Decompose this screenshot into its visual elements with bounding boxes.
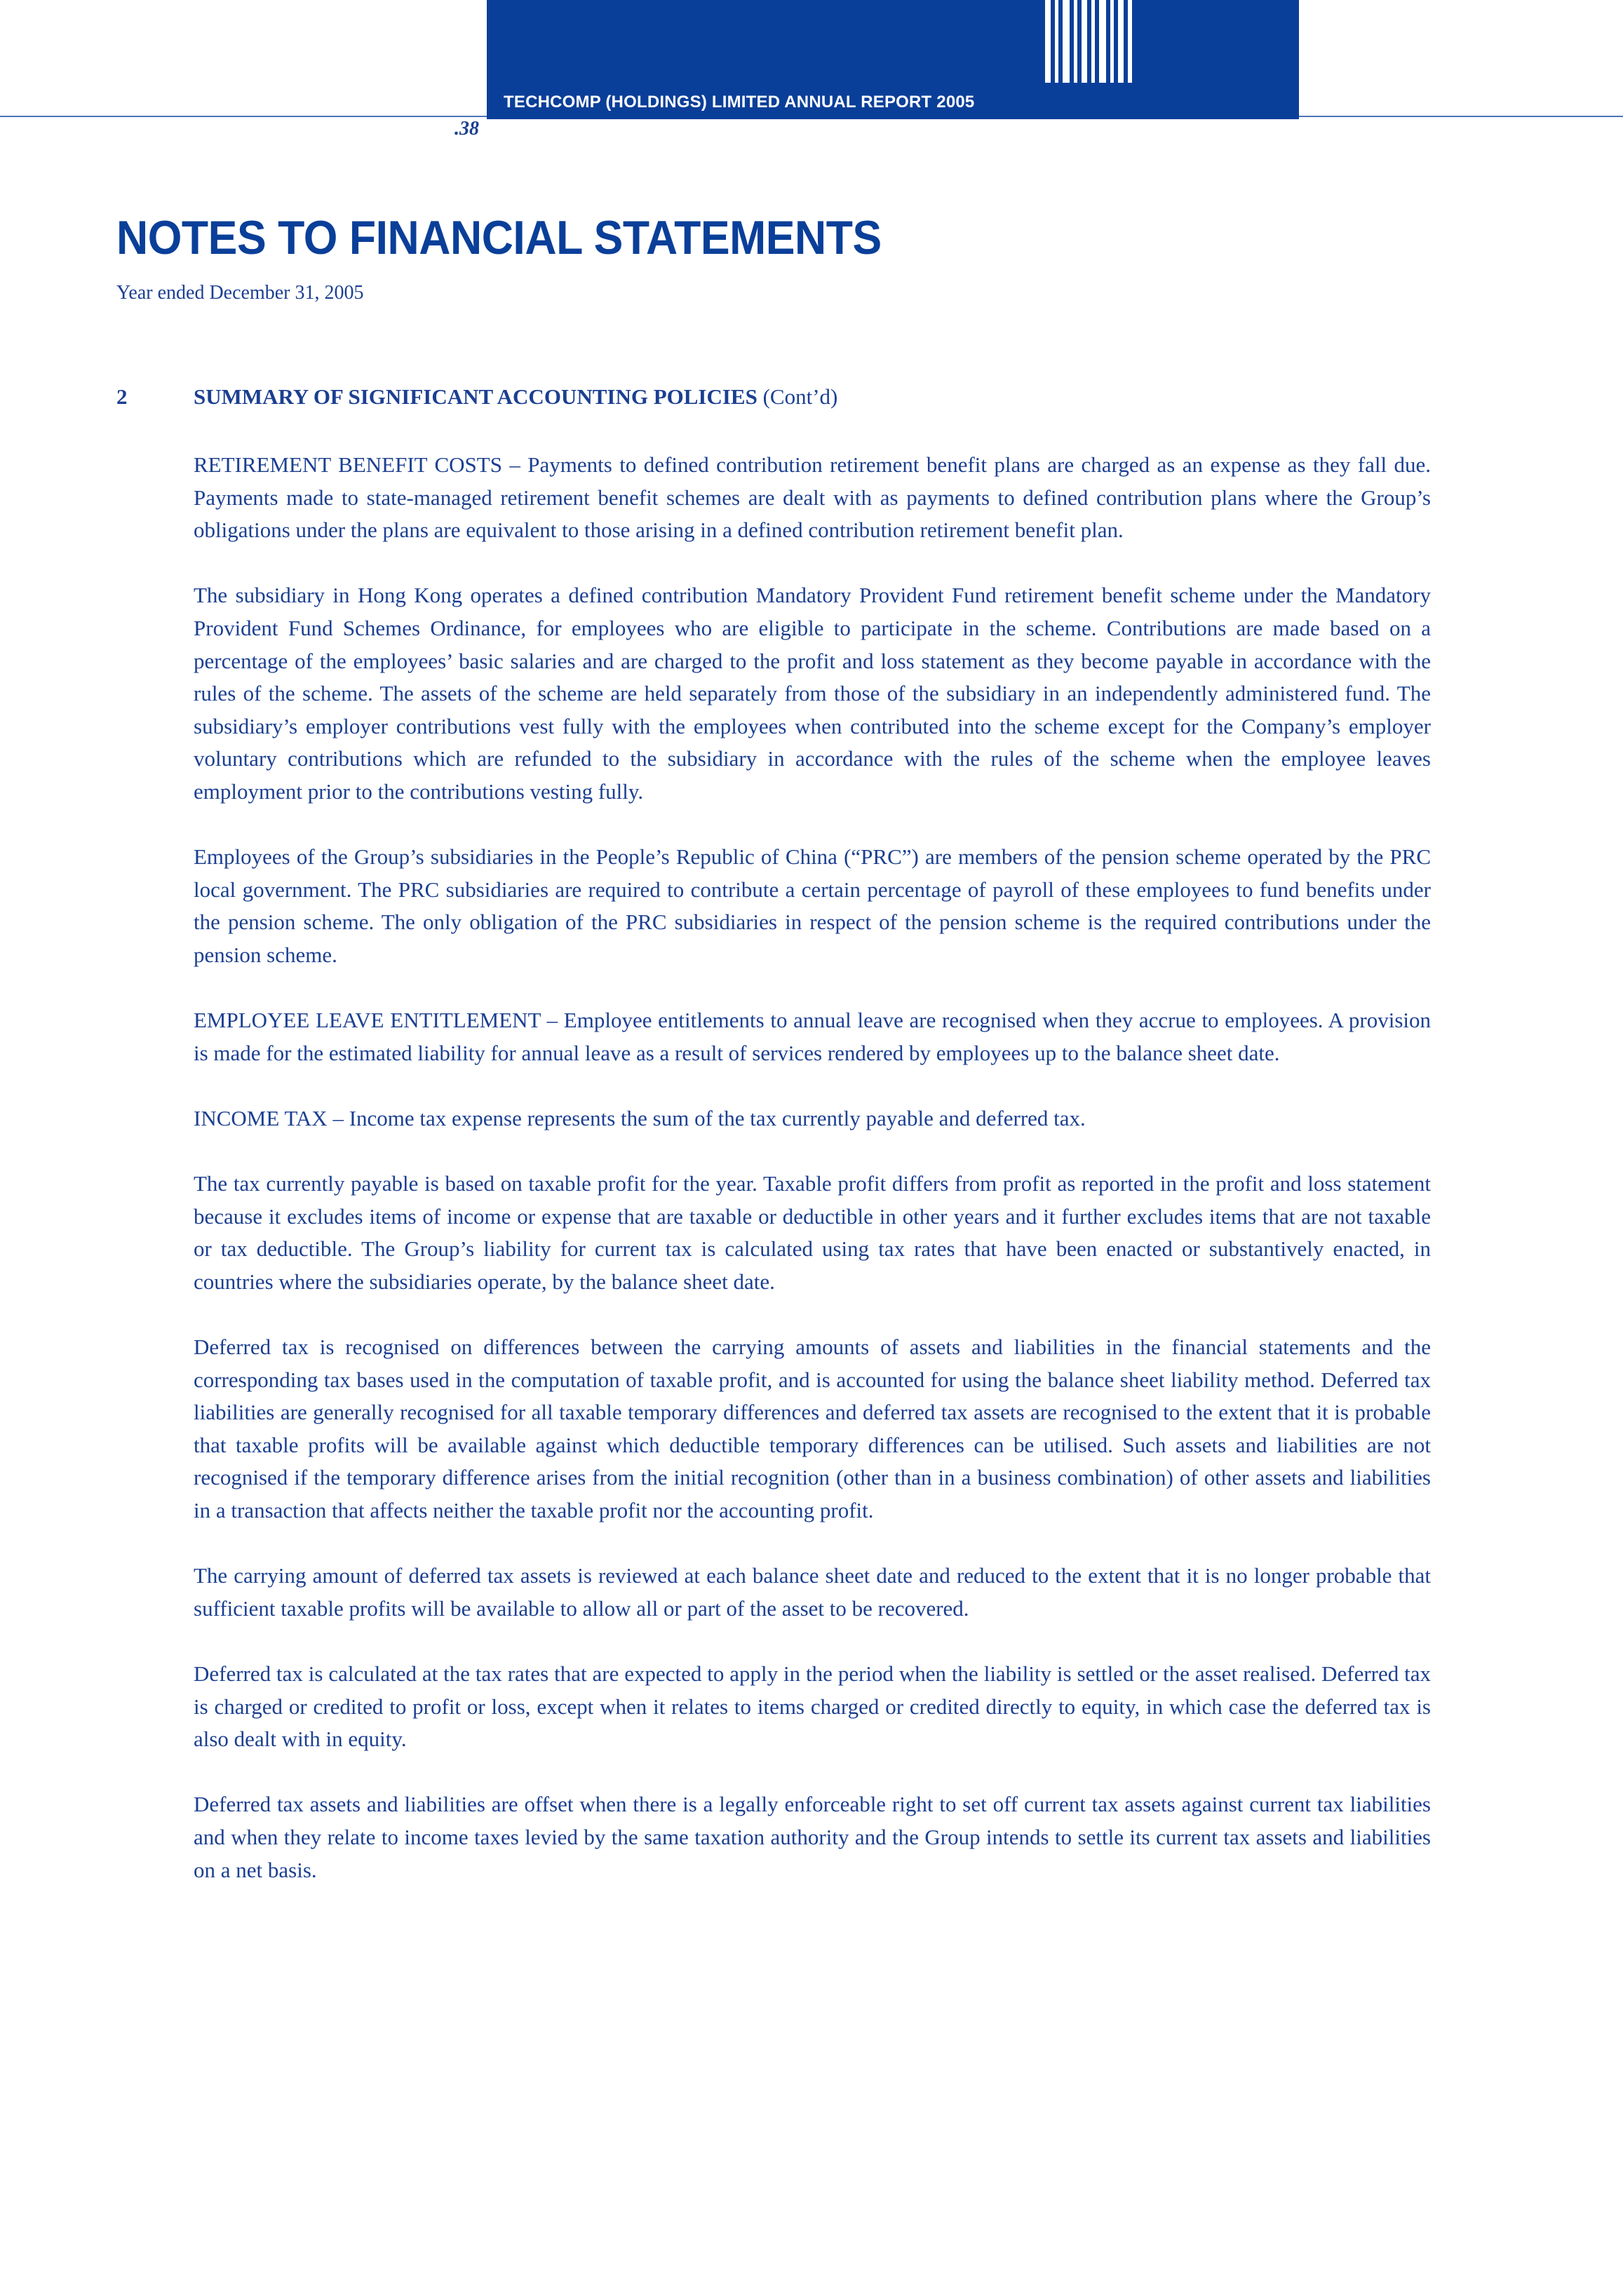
header-band [487, 0, 1299, 119]
document-title: NOTES TO FINANCIAL STATEMENTS [116, 211, 882, 264]
paragraph-deferred-tax-carrying-amount: The carrying amount of deferred tax assets is reviewed at each balance sheet date and reduced to the extent that it is no longer probable that sufficient taxable profits will be available to allow all or part of the asset to be recovered. [194, 1563, 1431, 1621]
section-title-text: SUMMARY OF SIGNIFICANT ACCOUNTING POLICIES [194, 384, 757, 409]
section-continued: (Cont’d) [762, 384, 838, 409]
barcode-graphic [1045, 0, 1136, 83]
section-number: 2 [116, 384, 128, 409]
paragraph-retirement-benefit-costs: RETIREMENT BENEFIT COSTS – Payments to defined contribution retirement benefit plans are charged as an expense as they fall due. Payments made to state-managed retirement benefit schemes are dealt with as payments to defined contribution plans where the Group’s obligations under the plans are equivalent to those arising in a defined contribution retirement benefit plan. [194, 452, 1431, 543]
body-text [194, 449, 1431, 1919]
paragraph-income-tax: INCOME TAX – Income tax expense represents the sum of the tax currently payable and deferred tax. [194, 1105, 1086, 1130]
paragraph-hong-kong-mpf: The subsidiary in Hong Kong operates a defined contribution Mandatory Provident Fund retirement benefit scheme under the Mandatory Provident Fund Schemes Ordinance, for employees who are eligible to participate in the scheme. Contributions are made based on a percentage of the employees’ basic salaries and are charged to the profit and loss statement as they become payable in accordance with the rules of the scheme. The assets of the scheme are held separately from those of the subsidiary in an independently administered fund. The subsidiary’s employer contributions vest fully with the employees when contributed into the scheme except for the Company’s employer voluntary contributions which are refunded to the subsidiary in accordance with the rules of the scheme when the employee leaves employment prior to the contributions vesting fully. [194, 583, 1431, 804]
paragraph-current-tax: The tax currently payable is based on taxable profit for the year. Taxable profit differs from profit as reported in the profit and loss statement because it excludes items of income or expense that are taxable or deductible in other years and it further excludes items that are not taxable or tax deductible. The Group’s liability for current tax is calculated using tax rates that have been enacted or substantively enacted, in countries where the subsidiaries operate, by the balance sheet date. [194, 1171, 1431, 1294]
paragraph-deferred-tax-recognition: Deferred tax is recognised on differences between the carrying amounts of assets and liabilities in the financial statements and the corresponding tax bases used in the computation of taxable profit, and is accounted for using the balance sheet liability method. Deferred tax liabilities are generally recognised for all taxable temporary differences and deferred tax assets are recognised to the extent that it is probable that taxable profits will be available against which deductible temporary differences can be utilised. Such assets and liabilities are not recognised if the temporary difference arises from the initial recognition (other than in a business combination) of other assets and liabilities in a transaction that affects neither the taxable profit nor the accounting profit. [194, 1335, 1431, 1522]
paragraph-prc-pension: Employees of the Group’s subsidiaries in the People’s Republic of China (“PRC”) are members of the pension scheme operated by the PRC local government. The PRC subsidiaries are required to contribute a certain percentage of payroll of these employees to fund benefits under the pension scheme. The only obligation of the PRC subsidiaries in respect of the pension scheme is the required contributions under the pension scheme. [194, 844, 1431, 967]
document-subtitle: Year ended December 31, 2005 [116, 282, 364, 304]
paragraph-deferred-tax-offset: Deferred tax assets and liabilities are offset when there is a legally enforceable right to set off current tax assets against current tax liabilities and when they relate to income taxes levied by the same taxation authority and the Group intends to settle its current tax assets and liabilities on a net basis. [194, 1792, 1431, 1882]
report-title: TECHCOMP (HOLDINGS) LIMITED ANNUAL REPORT 2005 [504, 93, 975, 112]
page-number: .38 [454, 118, 479, 140]
section-title [194, 384, 837, 410]
paragraph-employee-leave: EMPLOYEE LEAVE ENTITLEMENT – Employee entitlements to annual leave are recognised when they accrue to employees. A provision is made for the estimated liability for annual leave as a result of services rendered by employees up to the balance sheet date. [194, 1008, 1431, 1065]
paragraph-deferred-tax-rates: Deferred tax is calculated at the tax rates that are expected to apply in the period when the liability is settled or the asset realised. Deferred tax is charged or credited to profit or loss, except when it relates to items charged or credited directly to equity, in which case the deferred tax is also dealt with in equity. [194, 1661, 1431, 1752]
